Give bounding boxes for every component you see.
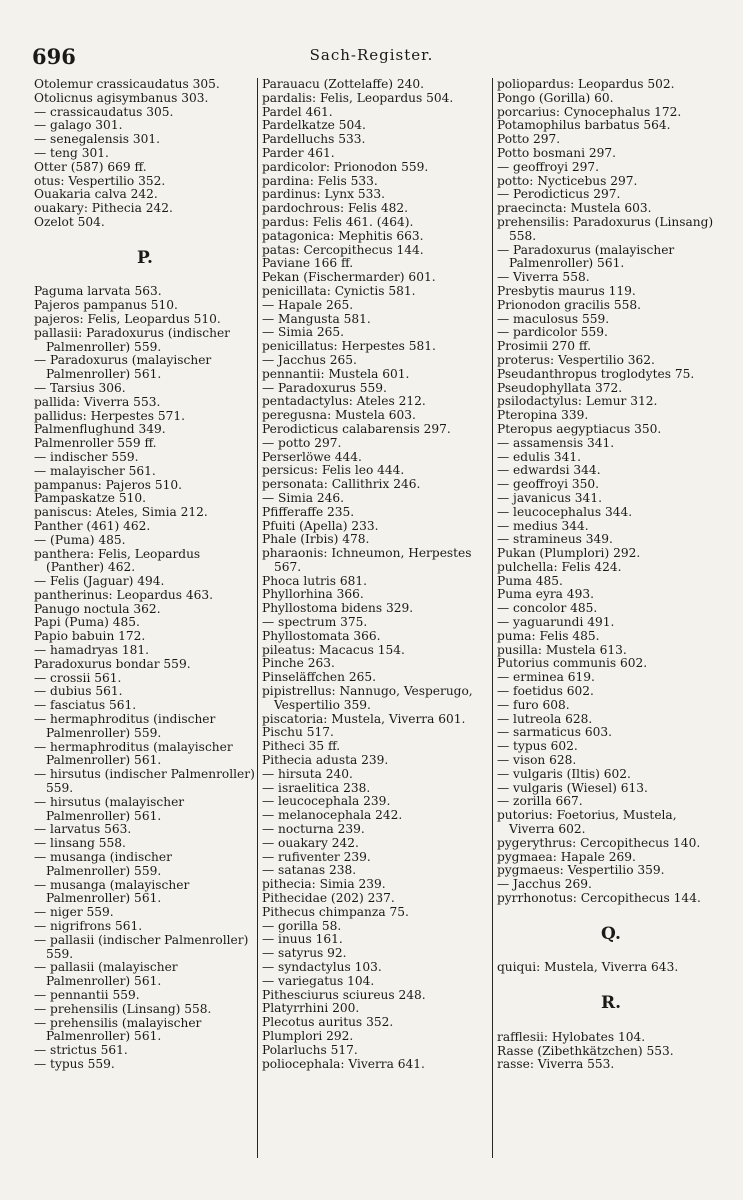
index-entry: pardochrous: Felis 482.: [262, 201, 409, 216]
index-entry: — Simia 246.: [262, 490, 345, 505]
index-entry: patagonica: Mephitis 663.: [262, 228, 424, 243]
index-entry: Puma 485.: [497, 573, 563, 588]
index-entry: — Mangusta 581.: [262, 311, 371, 326]
page-header: [0, 40, 743, 74]
spacer: [497, 1017, 725, 1031]
index-entry: — musanga (indischer Palmenroller) 559.: [34, 850, 172, 878]
index-entry: — melanocephala 242.: [262, 808, 403, 823]
index-entry: — indischer 559.: [34, 449, 139, 464]
index-entry: prehensilis: Paradoxurus (Linsang) 558.: [497, 214, 714, 243]
spacer: [497, 948, 725, 962]
index-entry: — rufiventer 239.: [262, 849, 371, 864]
index-entry: — inuus 161.: [262, 932, 343, 947]
index-entry: ouakary: Pithecia 242.: [34, 201, 173, 216]
index-entry: pallasii: Paradoxurus (indischer Palmenroller) 559.: [34, 325, 231, 354]
index-entry: — dubius 561.: [34, 684, 123, 699]
index-entry: — hermaphroditus (indischer Palmenroller) 559.: [34, 712, 216, 740]
index-entry: — hermaphroditus (malayischer Palmenroller) 561.: [34, 739, 233, 768]
index-entry: — foetidus 602.: [497, 684, 594, 699]
index-entry: Pithecidae (202) 237.: [262, 891, 395, 906]
index-entry: Pekan (Fischermarder) 601.: [262, 270, 436, 285]
index-entry: — hirsuta 240.: [262, 766, 353, 781]
index-entry: Phyllorhina 366.: [262, 587, 364, 602]
index-entry: — Hapale 265.: [262, 297, 354, 312]
index-entry: — potto 297.: [262, 435, 342, 450]
index-entry: Pseudophyllata 372.: [497, 380, 623, 395]
index-entry: — syndactylus 103.: [262, 960, 382, 974]
index-entry: — linsang 558.: [34, 836, 126, 851]
index-entry: — Jacchus 269.: [497, 877, 592, 892]
index-entry: Prionodon gracilis 558.: [497, 297, 641, 312]
index-entry: pipistrellus: Nannugo, Vesperugo, Vespertilio 359.: [262, 684, 473, 712]
index-entry: Pardelluchs 533.: [262, 132, 366, 147]
index-entry: Phyllostoma bidens 329.: [262, 601, 414, 616]
index-entry: — ouakary 242.: [262, 835, 359, 850]
index-entry: psilodactylus: Lemur 312.: [497, 394, 658, 409]
index-entry: Pardelkatze 504.: [262, 118, 366, 133]
index-entry: — maculosus 559.: [497, 311, 610, 326]
index-entry: porcarius: Cynocephalus 172.: [497, 104, 682, 119]
page-number: 696: [32, 44, 76, 69]
index-entry: penicillata: Cynictis 581.: [262, 283, 416, 298]
index-entry: Pinseläffchen 265.: [262, 670, 376, 685]
index-entry: potto: Nycticebus 297.: [497, 173, 638, 188]
index-entry: Platyrrhini 200.: [262, 1001, 360, 1016]
index-entry: Perodicticus calabarensis 297.: [262, 421, 451, 436]
index-entry: Pithecia adusta 239.: [262, 753, 389, 768]
index-entry: pardus: Felis 461. (464).: [262, 214, 414, 229]
index-entry: Pitheci 35 ff.: [262, 739, 341, 754]
index-entry: Pardel 461.: [262, 104, 333, 119]
index-entry: pentadactylus: Ateles 212.: [262, 394, 426, 409]
index-entry: persicus: Felis leo 444.: [262, 463, 405, 478]
section-letter-heading: R.: [600, 993, 622, 1013]
index-entry: Pischu 517.: [262, 725, 334, 740]
index-entry: — Tarsius 306.: [34, 380, 126, 395]
index-entry: — gorilla 58.: [262, 918, 342, 933]
index-entry: Potto 297.: [497, 132, 561, 147]
index-entry: quiqui: Mustela, Viverra 643.: [497, 960, 679, 975]
index-entry: — pardicolor 559.: [497, 325, 608, 340]
column-divider: [492, 78, 493, 1158]
index-entry: — pallasii (indischer Palmenroller) 559.: [34, 932, 249, 961]
index-entry: Otolemur crassicaudatus 305.: [34, 77, 220, 91]
index-entry: pennantii: Mustela 601.: [262, 366, 410, 381]
index-entry: Potto bosmani 297.: [497, 145, 617, 160]
column-divider: [257, 78, 258, 1158]
index-entry: rafflesii: Hylobates 104.: [497, 1029, 646, 1044]
index-entry: Papi (Puma) 485.: [34, 615, 140, 630]
index-entry: Plumplori 292.: [262, 1028, 354, 1043]
index-entry: Rasse (Zibethkätzchen) 553.: [497, 1043, 674, 1058]
index-column-1: [34, 78, 256, 1072]
index-entry: — vison 628.: [497, 753, 577, 768]
index-entry: — erminea 619.: [497, 670, 595, 685]
index-entry: — typus 602.: [497, 739, 578, 754]
index-entry: — javanicus 341.: [497, 490, 602, 505]
index-entry: — Paradoxurus (malayischer Palmenroller) 561.: [497, 242, 675, 271]
section-letter-heading: P.: [137, 247, 153, 268]
index-entry: Pongo (Gorilla) 60.: [497, 90, 614, 105]
index-entry: pardinus: Lynx 533.: [262, 187, 386, 202]
index-entry: pharaonis: Ichneumon, Herpestes 567.: [262, 546, 472, 574]
index-entry: Potamophilus barbatus 564.: [497, 118, 671, 133]
index-entry: — Paradoxurus (malayischer Palmenroller) 561.: [34, 353, 212, 382]
index-entry: — Simia 265.: [262, 325, 345, 340]
index-entry: pithecia: Simia 239.: [262, 877, 386, 892]
spacer: [34, 272, 256, 286]
index-entry: Panther (461) 462.: [34, 518, 151, 533]
index-entry: — galago 301.: [34, 118, 123, 133]
index-entry: — nocturna 239.: [262, 822, 365, 837]
index-entry: Parauacu (Zottelaffe) 240.: [262, 77, 425, 91]
index-entry: Pseudanthropus troglodytes 75.: [497, 366, 695, 381]
spacer: [34, 230, 256, 244]
index-entry: pusilla: Mustela 613.: [497, 642, 627, 657]
index-entry: pardalis: Felis, Leopardus 504.: [262, 90, 454, 105]
index-entry: Perserlöwe 444.: [262, 449, 362, 464]
index-entry: Plecotus auritus 352.: [262, 1015, 394, 1030]
index-entry: poliopardus: Leopardus 502.: [497, 77, 675, 91]
index-entry: — vulgaris (Iltis) 602.: [497, 766, 631, 781]
index-entry: Pukan (Plumplori) 292.: [497, 546, 641, 561]
index-entry: — crassicaudatus 305.: [34, 104, 174, 119]
index-entry: Pampaskatze 510.: [34, 491, 146, 506]
index-entry: — zorilla 667.: [497, 794, 583, 809]
index-entry: personata: Callithrix 246.: [262, 477, 421, 492]
index-entry: pygmaeus: Vespertilio 359.: [497, 863, 665, 878]
index-entry: paniscus: Ateles, Simia 212.: [34, 505, 208, 520]
index-entry: praecincta: Mustela 603.: [497, 201, 652, 216]
index-entry: piscatoria: Mustela, Viverra 601.: [262, 711, 466, 726]
index-entry: — (Puma) 485.: [34, 532, 126, 547]
index-entry: — leucocephala 239.: [262, 794, 391, 809]
index-entry: Pteropina 339.: [497, 408, 589, 423]
index-entry: Pteropus aegyptiacus 350.: [497, 421, 662, 436]
index-entry: pileatus: Macacus 154.: [262, 642, 405, 657]
index-entry: Otter (587) 669 ff.: [34, 159, 147, 174]
index-entry: peregusna: Mustela 603.: [262, 408, 416, 423]
index-entry: Pithesciurus sciureus 248.: [262, 987, 426, 1002]
index-entry: pallida: Viverra 553.: [34, 394, 161, 409]
index-entry: — israelitica 238.: [262, 780, 371, 795]
index-column-3: [497, 78, 725, 1072]
index-entry: — geoffroyi 297.: [497, 159, 600, 174]
index-entry: — hamadryas 181.: [34, 643, 150, 658]
index-entry: pantherinus: Leopardus 463.: [34, 587, 213, 602]
index-entry: — larvatus 563.: [34, 822, 132, 837]
index-entry: — geoffroyi 350.: [497, 477, 600, 492]
index-entry: — Viverra 558.: [497, 270, 590, 285]
index-entry: — assamensis 341.: [497, 435, 615, 450]
index-entry: Putorius communis 602.: [497, 656, 648, 671]
index-entry: Phoca lutris 681.: [262, 573, 367, 588]
index-entry: Pajeros pampanus 510.: [34, 298, 178, 313]
index-entry: Parder 461.: [262, 145, 335, 160]
index-entry: Pfuiti (Apella) 233.: [262, 518, 379, 533]
index-entry: — Felis (Jaguar) 494.: [34, 574, 165, 589]
index-entry: Palmenflughund 349.: [34, 422, 166, 437]
spacer: [497, 975, 725, 989]
index-entry: Papio babuin 172.: [34, 629, 146, 644]
index-entry: — prehensilis (malayischer Palmenroller) 561.: [34, 1015, 202, 1044]
index-entry: Palmenroller 559 ff.: [34, 436, 157, 451]
index-entry: pampanus: Pajeros 510.: [34, 477, 182, 492]
index-entry: — Perodicticus 297.: [497, 187, 621, 202]
index-entry: — senegalensis 301.: [34, 132, 161, 147]
index-entry: Panugo noctula 362.: [34, 601, 161, 616]
index-entry: — malayischer 561.: [34, 463, 156, 478]
index-entry: — satyrus 92.: [262, 946, 347, 961]
index-entry: Paviane 166 ff.: [262, 256, 354, 271]
index-entry: — Jacchus 265.: [262, 352, 357, 367]
index-entry: — yaguarundi 491.: [497, 615, 615, 630]
index-entry: pardina: Felis 533.: [262, 173, 378, 188]
index-entry: — teng 301.: [34, 145, 109, 160]
index-entry: proterus: Vespertilio 362.: [497, 352, 655, 367]
index-entry: poliocephala: Viverra 641.: [262, 1056, 425, 1071]
index-entry: — strictus 561.: [34, 1043, 128, 1058]
index-entry: — musanga (malayischer Palmenroller) 561.: [34, 877, 190, 906]
index-entry: — medius 344.: [497, 518, 589, 533]
index-entry: — fasciatus 561.: [34, 698, 137, 713]
index-entry: penicillatus: Herpestes 581.: [262, 339, 436, 354]
index-entry: Ozelot 504.: [34, 214, 105, 229]
index-entry: — spectrum 375.: [262, 615, 368, 630]
index-entry: — Paradoxurus 559.: [262, 380, 387, 395]
index-entry: — hirsutus (malayischer Palmenroller) 561.: [34, 794, 185, 823]
index-entry: pallidus: Herpestes 571.: [34, 408, 185, 423]
index-entry: pygerythrus: Cercopithecus 140.: [497, 835, 701, 850]
index-entry: Pfifferaffe 235.: [262, 504, 355, 519]
index-entry: Phale (Irbis) 478.: [262, 532, 370, 547]
index-entry: — leucocephalus 344.: [497, 504, 633, 519]
index-column-2: [262, 78, 490, 1071]
index-entry: — furo 608.: [497, 697, 570, 712]
section-letter-heading: Q.: [601, 923, 621, 944]
index-entry: — sarmaticus 603.: [497, 725, 612, 740]
index-entry: Puma eyra 493.: [497, 587, 594, 602]
index-entry: Pinche 263.: [262, 656, 335, 671]
index-entry: patas: Cercopithecus 144.: [262, 242, 424, 257]
index-entry: — pallasii (malayischer Palmenroller) 561.: [34, 960, 178, 989]
spacer: [497, 906, 725, 920]
index-entry: Paradoxurus bondar 559.: [34, 656, 191, 671]
index-entry: puma: Felis 485.: [497, 628, 600, 643]
index-entry: Otolicnus agisymbanus 303.: [34, 90, 209, 105]
index-entry: — crossii 561.: [34, 670, 122, 685]
index-entry: — pennantii 559.: [34, 988, 140, 1002]
index-entry: pardicolor: Prionodon 559.: [262, 159, 429, 174]
index-entry: Phyllostomata 366.: [262, 628, 381, 643]
index-entry: rasse: Viverra 553.: [497, 1057, 615, 1072]
index-entry: pygmaea: Hapale 269.: [497, 849, 636, 864]
index-entry: putorius: Foetorius, Mustela, Viverra 602.: [497, 808, 677, 837]
index-entry: Pithecus chimpanza 75.: [262, 904, 409, 919]
index-entry: pyrrhonotus: Cercopithecus 144.: [497, 891, 701, 906]
index-entry: — niger 559.: [34, 905, 114, 920]
index-entry: — variegatus 104.: [262, 973, 375, 988]
index-entry: Ouakaria calva 242.: [34, 187, 158, 202]
index-entry: — concolor 485.: [497, 601, 598, 616]
index-entry: — typus 559.: [34, 1056, 115, 1071]
index-entry: panthera: Felis, Leopardus (Panther) 462.: [34, 546, 201, 575]
index-entry: otus: Vespertilio 352.: [34, 173, 166, 188]
index-entry: Prosimii 270 ff.: [497, 339, 591, 354]
index-entry: — nigrifrons 561.: [34, 919, 143, 934]
index-entry: — hirsutus (indischer Palmenroller) 559.: [34, 767, 255, 796]
index-entry: Paguma larvata 563.: [34, 284, 162, 299]
index-entry: — edwardsi 344.: [497, 463, 601, 478]
index-entry: pajeros: Felis, Leopardus 510.: [34, 311, 221, 326]
index-entry: pulchella: Felis 424.: [497, 559, 622, 574]
index-entry: — stramineus 349.: [497, 532, 613, 547]
index-entry: — vulgaris (Wiesel) 613.: [497, 780, 648, 795]
index-entry: — satanas 238.: [262, 863, 357, 878]
index-entry: — lutreola 628.: [497, 711, 593, 726]
index-entry: Presbytis maurus 119.: [497, 283, 636, 298]
running-title: Sach-Register.: [309, 46, 434, 64]
index-entry: Polarluchs 517.: [262, 1042, 358, 1057]
index-entry: — prehensilis (Linsang) 558.: [34, 1001, 212, 1016]
index-entry: — edulis 341.: [497, 449, 581, 464]
